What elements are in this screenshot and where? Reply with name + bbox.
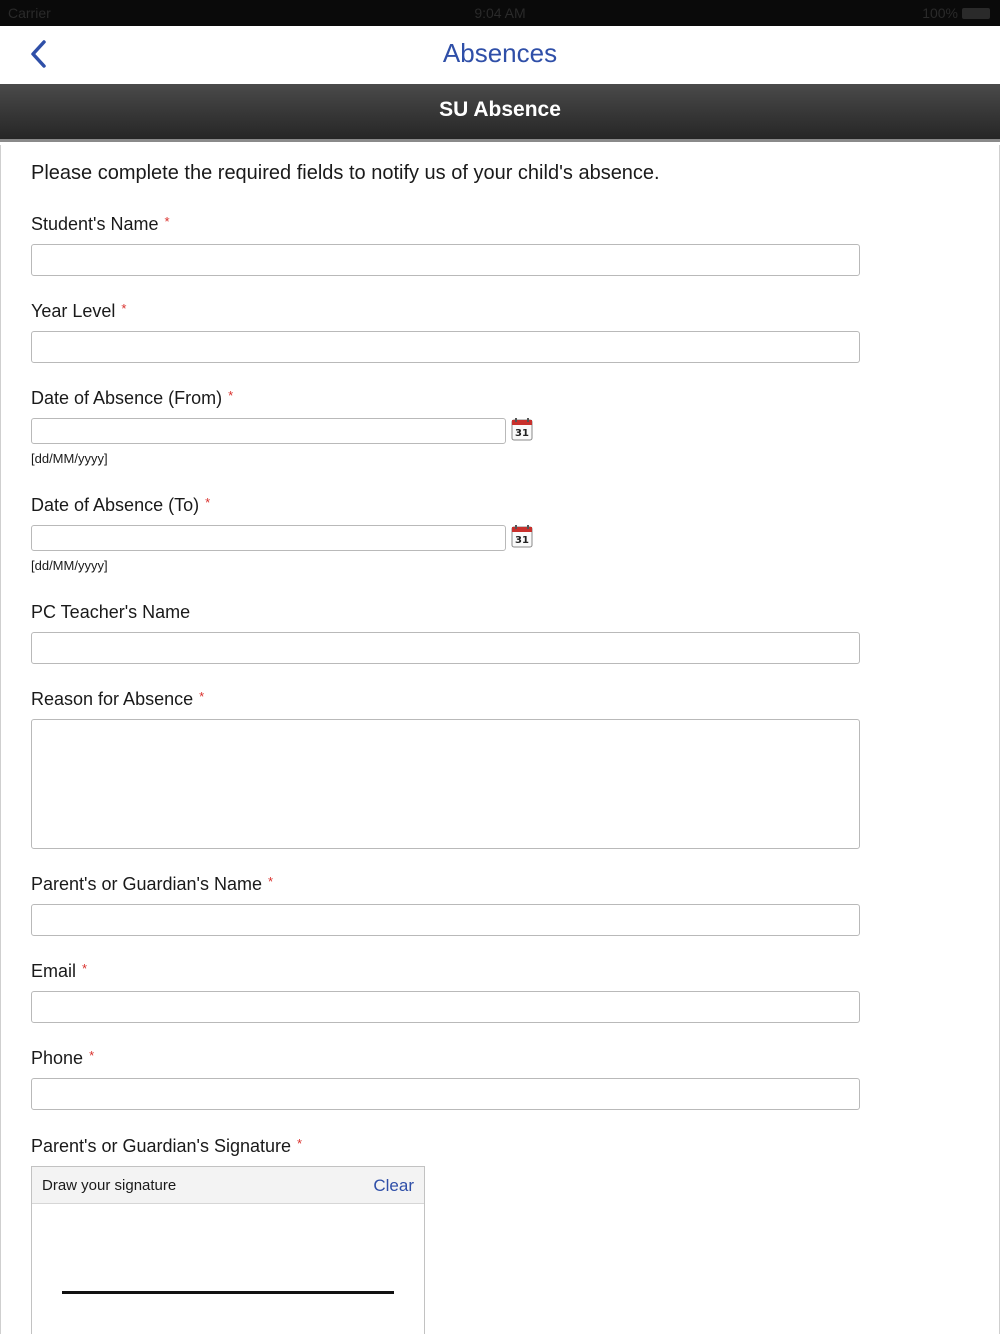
phone-label	[31, 1048, 94, 1069]
carrier-label: Carrier	[8, 5, 51, 21]
required-marker: *	[205, 495, 211, 510]
nav-title: Absences	[442, 38, 558, 68]
student-name-label-text: Student's Name	[31, 214, 159, 234]
section-header	[0, 84, 1000, 142]
email-label	[31, 961, 87, 982]
clock: 9:04 AM	[474, 5, 526, 21]
phone-input[interactable]	[31, 1078, 860, 1110]
calendar-icon	[508, 417, 536, 443]
signature-pad-header	[32, 1167, 424, 1204]
date-from-calendar-button[interactable]	[508, 417, 536, 443]
status-bar	[0, 0, 1000, 26]
date-to-label	[31, 495, 210, 516]
reason-label-text: Reason for Absence	[31, 689, 194, 709]
required-marker: *	[199, 689, 205, 704]
year-level-label-text: Year Level	[31, 301, 116, 321]
clear-signature-button[interactable]: Clear	[373, 1176, 414, 1195]
date-from-input[interactable]	[31, 418, 506, 444]
signature-baseline	[62, 1291, 394, 1294]
date-to-label-text: Date of Absence (To)	[31, 495, 200, 515]
form-intro: Please complete the required fields to notify us of your child's absence.	[31, 162, 660, 184]
battery-indicator	[922, 5, 990, 21]
year-level-input[interactable]	[31, 331, 860, 363]
required-marker: *	[228, 388, 234, 403]
email-input[interactable]	[31, 991, 860, 1023]
signature-label	[31, 1136, 302, 1157]
reason-textarea[interactable]	[31, 719, 860, 849]
signature-pad[interactable]	[31, 1166, 425, 1334]
student-name-input[interactable]	[31, 244, 860, 276]
nav-bar	[0, 26, 1000, 84]
calendar-day-text: 31	[515, 535, 529, 546]
pc-teacher-label	[31, 602, 190, 623]
student-name-label	[31, 214, 170, 235]
guardian-name-label	[31, 874, 273, 895]
date-from-label-text: Date of Absence (From)	[31, 388, 223, 408]
required-marker: *	[121, 301, 127, 316]
required-marker: *	[164, 214, 170, 229]
phone-label-text: Phone	[31, 1048, 84, 1068]
required-marker: *	[82, 961, 88, 976]
date-from-format-hint: [dd/MM/yyyy]	[31, 451, 108, 466]
guardian-name-input[interactable]	[31, 904, 860, 936]
reason-label	[31, 689, 204, 710]
signature-prompt: Draw your signature	[42, 1177, 177, 1194]
required-marker: *	[89, 1048, 95, 1063]
pc-teacher-input[interactable]	[31, 632, 860, 664]
date-from-label	[31, 388, 233, 409]
calendar-icon	[508, 524, 536, 550]
calendar-day-text: 31	[515, 428, 529, 439]
required-marker: *	[297, 1136, 303, 1151]
email-label-text: Email	[31, 961, 77, 981]
date-to-calendar-button[interactable]	[508, 524, 536, 550]
required-marker: *	[267, 874, 274, 889]
date-to-format-hint: [dd/MM/yyyy]	[31, 558, 108, 573]
pc-teacher-label-text: PC Teacher's Name	[31, 602, 191, 622]
year-level-label	[31, 301, 126, 322]
battery-percent: 100%	[922, 5, 958, 21]
date-to-input[interactable]	[31, 525, 506, 551]
battery-icon	[962, 8, 990, 19]
guardian-name-label-text: Parent's or Guardian's Name	[31, 874, 262, 894]
section-title: SU Absence	[439, 98, 561, 121]
signature-label-text: Parent's or Guardian's Signature	[31, 1136, 292, 1156]
